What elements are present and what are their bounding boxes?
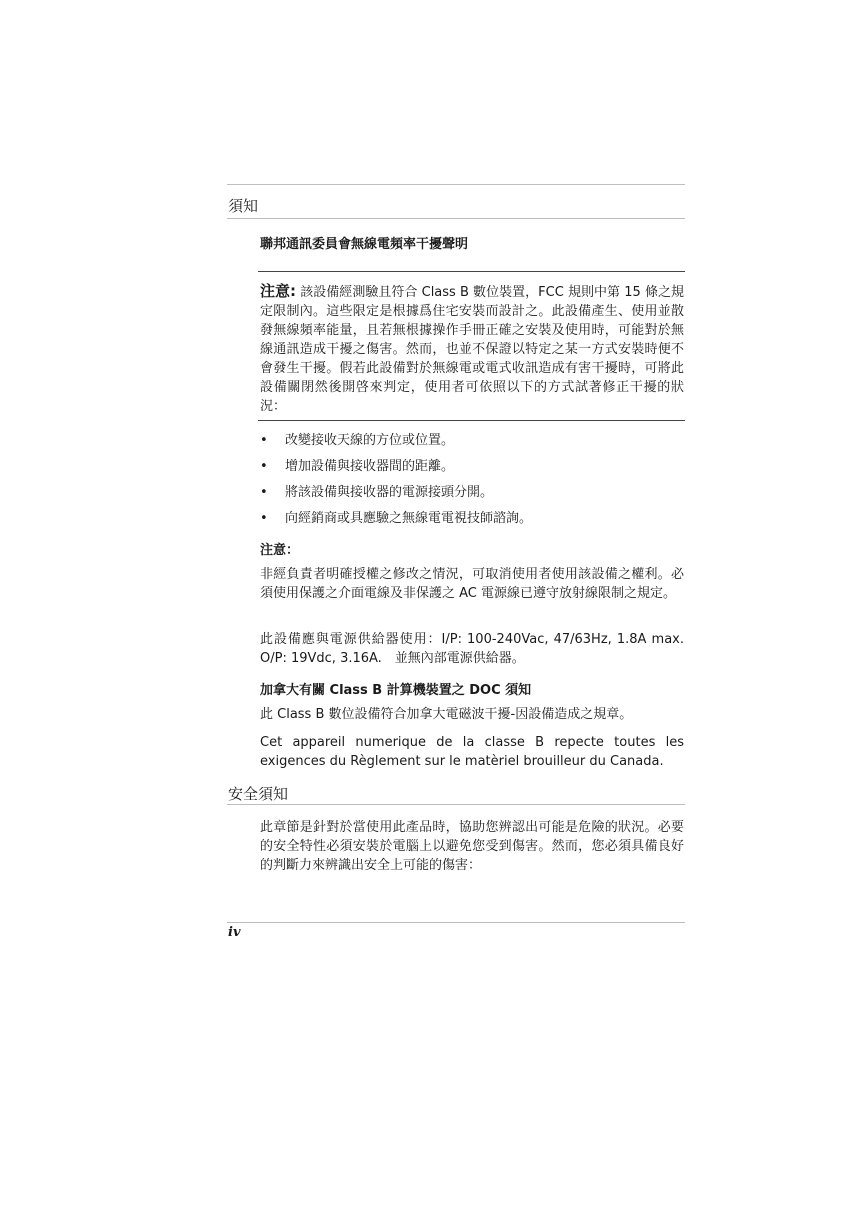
note-bottom-rule <box>258 420 685 421</box>
section-title-rule <box>227 218 685 219</box>
note-text: 該設備經測驗且符合 Class B 數位裝置，FCC 規則中第 15 條之規定限制內。這些限定是根據爲住宅安裝而設計之。此設備產生、使用並散發無線頻率能量，且若無根據操作手冊正確之安裝及使用時，可能對於無線通訊造成干擾之傷害。然而，也並不保證以特定之某一方式安裝時便不會發生干擾。假若此設備對於無線電或電式收訊造成有害干擾時，可將此設備關閉然後開啓來判定，使用者可依照以下的方式試著修正干擾的狀況： <box>260 285 684 414</box>
safety-title-rule <box>227 804 685 805</box>
bullet-icon: • <box>260 485 268 500</box>
bullet-icon: • <box>260 459 268 474</box>
safety-text: 此章節是針對於當使用此產品時，協助您辨認出可能是危險的狀況。必要的安全特性必須安裝於電腦上以避免您受到傷害。然而，您必須具備良好的判斷力來辨識出安全上可能的傷害： <box>260 820 684 873</box>
doc-french-text: Cet appareil numerique de la classe B repecte toutes les exigences du Règlement sur le matèriel brouilleur du Canada. <box>260 735 684 769</box>
caution-text: 非經負責者明確授權之修改之情況，可取消使用者使用該設備之權利。必須使用保護之介面電線及非保護之 AC 電源線已遵守放射線限制之規定。 <box>260 567 684 601</box>
page-number: iv <box>228 925 241 940</box>
list-item: • 改變接收天線的方位或位置。 <box>260 433 455 448</box>
bullet-icon: • <box>260 511 268 526</box>
fcc-heading: 聯邦通訊委員會無線電頻率干擾聲明 <box>260 237 469 252</box>
top-rule <box>227 184 685 185</box>
doc-chinese-text: 此 Class B 數位設備符合加拿大電磁波干擾-因設備造成之規章。 <box>260 707 633 722</box>
list-item: • 增加設備與接收器間的距離。 <box>260 459 455 474</box>
fcc-note <box>260 282 684 416</box>
power-supply-text: 此設備應與電源供給器使用：I/P: 100-240Vac, 47/63Hz, 1.8A max. O/P: 19Vdc, 3.16A. 並無內部電源供給器。 <box>260 632 684 666</box>
safety-title: 安全須知 <box>228 785 289 803</box>
doc-heading: 加拿大有關 Class B 計算機裝置之 DOC 須知 <box>260 683 532 698</box>
list-item: • 向經銷商或具應驗之無線電電視技師諮詢。 <box>260 511 533 526</box>
section-title: 須知 <box>228 197 259 215</box>
note-top-rule <box>258 271 685 272</box>
interference-remedies-list <box>258 433 684 537</box>
bullet-icon: • <box>260 433 268 448</box>
caution-label: 注意： <box>260 543 300 558</box>
list-item: • 將該設備與接收器的電源接頭分開。 <box>260 485 494 500</box>
note-label: 注意: <box>260 282 297 300</box>
footer-rule <box>227 922 685 923</box>
